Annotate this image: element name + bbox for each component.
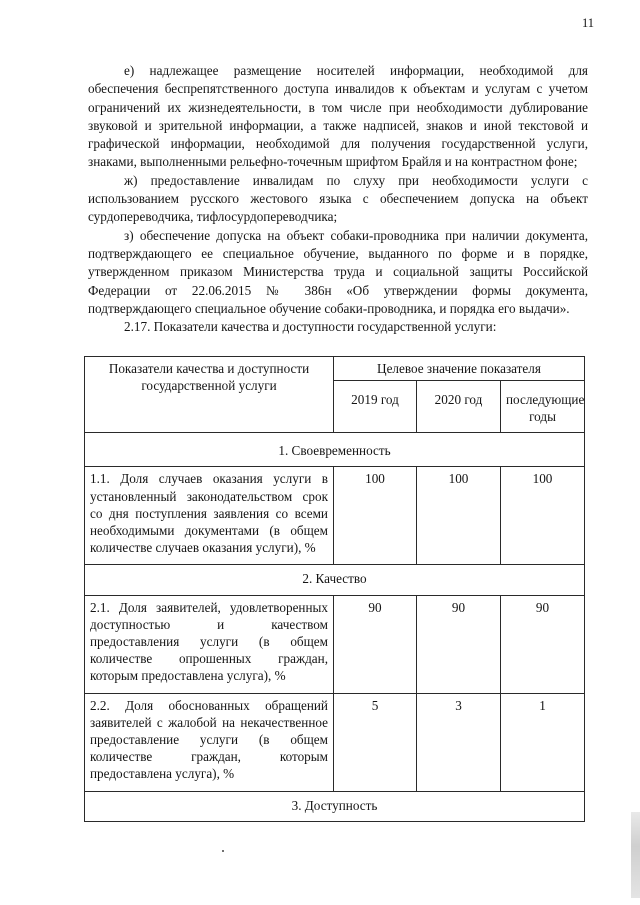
paragraph-z: з) обеспечение допуска на объект собаки-проводника при наличии документа, подтверждающего ее специальное обучение, выданного по форме и в порядке, утвержденном приказом Министерства труда и социальной защиты Российской Федерации от 22.06.2015 № 386н «Об утверждении формы документа, подтверждающего специальное обучение собаки-проводника, и порядка его выдачи». — [88, 227, 588, 316]
scan-edge-shadow — [631, 812, 640, 898]
header-next-years-cell: последующие годы — [501, 381, 585, 433]
table-header-row — [85, 357, 585, 381]
value-2019: 90 — [334, 595, 417, 693]
header-2019-cell: 2019 год — [334, 381, 417, 433]
indicator-2-1: 2.1. Доля заявителей, удовлетворенных доступностью и качеством предоставления услуги (в общем количестве опрошенных граждан, которым предоставлена услуга), % — [85, 595, 334, 693]
section-heading-2-17: 2.17. Показатели качества и доступности государственной услуги: — [124, 319, 497, 335]
header-2020-cell: 2020 год — [417, 381, 501, 433]
header-target-cell: Целевое значение показателя — [334, 357, 585, 381]
value-next-years: 100 — [501, 467, 585, 565]
paragraph-e: е) надлежащее размещение носителей информации, необходимой для обеспечения беспрепятственного доступа инвалидов к объектам и услугам с учетом ограничений их жизнедеятельности, в том числе при необходимости дублирование звуковой и зрительной информации, а также надписей, знаков и иной текстовой и графической информации, необходимой для получения государственной услуги, знаками, выполненными рельефно-точечным шрифтом Брайля и на контрастном фоне; — [88, 63, 588, 170]
value-2020: 100 — [417, 467, 501, 565]
body-text — [88, 62, 588, 336]
section-title-quality: 2. Качество — [85, 565, 585, 595]
value-next-years: 90 — [501, 595, 585, 693]
page-number: 11 — [581, 16, 594, 30]
section-row — [85, 433, 585, 467]
header-indicator-cell: Показатели качества и доступности государственной услуги — [85, 357, 334, 433]
value-next-years: 1 — [501, 693, 585, 791]
section-row — [85, 565, 585, 595]
section-title-timeliness: 1. Своевременность — [85, 433, 585, 467]
quality-indicators-table — [84, 356, 585, 822]
table-row — [85, 693, 585, 791]
table-row — [85, 467, 585, 565]
paragraph-zh: ж) предоставление инвалидам по слуху при необходимости услуги с использованием русского жестового языка с обеспечением допуска на объект сурдопереводчика, тифлосурдопереводчика; — [88, 172, 588, 225]
indicator-2-2: 2.2. Доля обоснованных обращений заявителей с жалобой на некачественное предоставление услуги (в общем количестве граждан, которым предоставлена услуга), % — [85, 693, 334, 791]
section-title-accessibility: 3. Доступность — [85, 791, 585, 821]
value-2019: 100 — [334, 467, 417, 565]
scan-speck — [222, 850, 224, 852]
section-row — [85, 791, 585, 821]
value-2019: 5 — [334, 693, 417, 791]
value-2020: 3 — [417, 693, 501, 791]
indicator-1-1: 1.1. Доля случаев оказания услуги в установленный законодательством срок со дня поступления заявления со всеми необходимыми документами (в общем количестве случаев оказания услуги), % — [85, 467, 334, 565]
table-row — [85, 595, 585, 693]
value-2020: 90 — [417, 595, 501, 693]
